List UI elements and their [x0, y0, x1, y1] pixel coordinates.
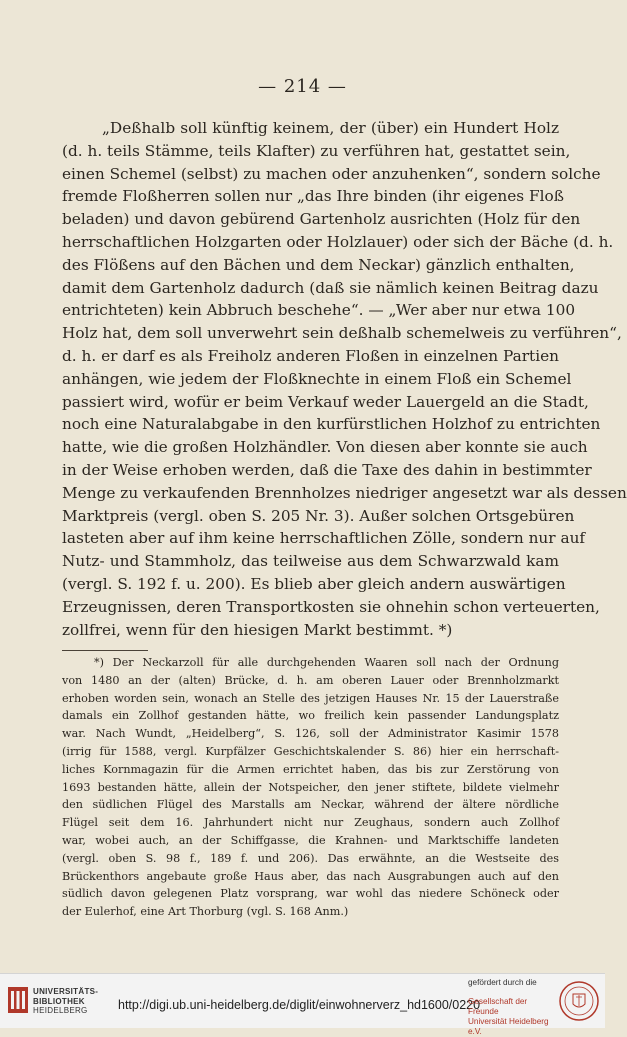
- body-line: Holz hat, dem soll unverwehrt sein deßhalb schemelweis zu verführen“,: [62, 324, 622, 343]
- body-line: zollfrei, wenn für den hiesigen Markt bestimmt. *): [62, 620, 453, 639]
- footnote-line: 1693 bestanden hätte, allein der Notspeicher, den jener stiftete, bildete vielmehr: [62, 780, 559, 794]
- body-line: Nutz- und Stammholz, das teilweise aus dem Schwarzwald kam: [62, 552, 559, 571]
- footnote: [62, 654, 559, 921]
- body-line: herrschaftlichen Holzgarten oder Holzlauer) oder sich der Bäche (d. h.: [62, 232, 614, 251]
- body-line: entrichteten) kein Abbruch beschehe“. — „Wer aber nur etwa 100: [62, 301, 576, 320]
- footnote-line: von 1480 an der (alten) Brücke, d. h. am oberen Lauer oder Brennholzmarkt: [62, 673, 559, 687]
- footnote-divider: [62, 650, 148, 651]
- body-text: [62, 117, 627, 641]
- funder-name: Universität Heidelberg e.V.: [468, 1017, 549, 1036]
- body-line: noch eine Naturalabgabe in den kurfürstlichen Holzhof zu entrichten: [62, 415, 601, 434]
- body-line: fremde Floßherren sollen nur „das Ihre binden (ihr eigenes Floß: [62, 187, 564, 206]
- body-line: beladen) und davon gebürend Gartenholz ausrichten (Holz für den: [62, 210, 581, 229]
- footnote-line: damals ein Zollhof gestanden hätte, wo freilich kein passender Landungsplatz: [62, 709, 559, 723]
- footnote-line: (vergl. oben S. 98 f., 189 f. und 206). Das erwähnte, an die Westseite des: [62, 851, 559, 865]
- footnote-line: Flügel seit dem 16. Jahrhundert nicht nur Zeughaus, sondern auch Zollhof: [62, 816, 559, 830]
- library-logo-icon[interactable]: [8, 987, 28, 1013]
- body-line: „Deßhalb soll künftig keinem, der (über) ein Hundert Holz: [102, 119, 559, 137]
- page-number: — 214 —: [258, 76, 347, 97]
- footnote-line: *) Der Neckarzoll für alle durchgehenden Waaren soll nach der Ordnung: [94, 656, 559, 669]
- body-line: d. h. er darf es als Freiholz anderen Floßen in einzelnen Partien: [62, 346, 559, 365]
- body-line: hatte, wie die großen Holzhändler. Von diesen aber konnte sie auch: [62, 438, 588, 457]
- body-line: in der Weise erhoben werden, daß die Taxe des dahin in bestimmter: [62, 460, 592, 479]
- body-line: Erzeugnissen, deren Transportkosten sie ohnehin schon verteuerten,: [62, 597, 600, 616]
- university-seal-icon: [558, 980, 600, 1022]
- footnote-line: den südlichen Flügel des Marstalls am Neckar, während der ältere nördliche: [62, 798, 559, 812]
- library-logo-text[interactable]: [33, 987, 98, 1016]
- footnote-line: südlich davon gelegenen Platz vorsprang, war wohl das niedere Schöneck oder: [62, 887, 559, 901]
- permalink-url[interactable]: http://digi.ub.uni-heidelberg.de/diglit/einwohnerverz_hd1600/0220: [118, 998, 481, 1012]
- footnote-line: liches Kornmagazin für die Armen errichtet haben, das bis zur Zerstörung von: [62, 762, 559, 776]
- body-line: (d. h. teils Stämme, teils Klafter) zu verführen hat, gestattet sein,: [62, 141, 571, 160]
- footnote-line: der Eulerhof, eine Art Thorburg (vgl. S. 168 Anm.): [62, 905, 349, 919]
- funding-note[interactable]: [468, 978, 558, 1037]
- footnote-line: war. Nach Wundt, „Heidelberg“, S. 126, soll der Administrator Kasimir 1578: [62, 727, 559, 741]
- footnote-line: war, wobei auch, an der Schiffgasse, die Krahnen- und Marktschiffe landeten: [62, 833, 559, 847]
- logo-line: HEIDELBERG: [33, 1006, 88, 1015]
- footnote-line: Brückenthors angebaute große Haus aber, das nach Ausgrabungen auch auf den: [62, 869, 559, 883]
- footer-bar: [0, 973, 605, 1036]
- body-line: Marktpreis (vergl. oben S. 205 Nr. 3). Außer solchen Ortsgebüren: [62, 506, 575, 525]
- body-line: anhängen, wie jedem der Floßknechte in einem Floß ein Schemel: [62, 369, 572, 388]
- funded-by-label: gefördert durch die: [468, 978, 537, 987]
- logo-line: BIBLIOTHEK: [33, 996, 85, 1006]
- body-line: (vergl. S. 192 f. u. 200). Es blieb aber gleich andern auswärtigen: [62, 574, 566, 593]
- body-line: des Flößens auf den Bächen und dem Neckar) gänzlich enthalten,: [62, 255, 575, 274]
- footnote-line: erhoben worden sein, wonach an Stelle des jetzigen Hauses Nr. 15 der Lauerstraße: [62, 691, 559, 705]
- body-line: Menge zu verkaufenden Brennholzes niedriger angesetzt war als dessen: [62, 483, 627, 502]
- footnote-line: (irrig für 1588, vergl. Kurpfälzer Geschichtskalender S. 86) hier ein herrschaft-: [62, 744, 559, 758]
- body-line: einen Schemel (selbst) zu machen oder anzuhenken“, sondern solche: [62, 164, 601, 183]
- funder-name: Gesellschaft der Freunde: [468, 997, 528, 1016]
- body-line: lasteten aber auf ihm keine herrschaftlichen Zölle, sondern nur auf: [62, 529, 586, 548]
- logo-line: UNIVERSITÄTS-: [33, 987, 99, 996]
- body-line: passiert wird, wofür er beim Verkauf weder Lauergeld an die Stadt,: [62, 392, 589, 411]
- body-line: damit dem Gartenholz dadurch (daß sie nämlich keinen Beitrag dazu: [62, 278, 599, 297]
